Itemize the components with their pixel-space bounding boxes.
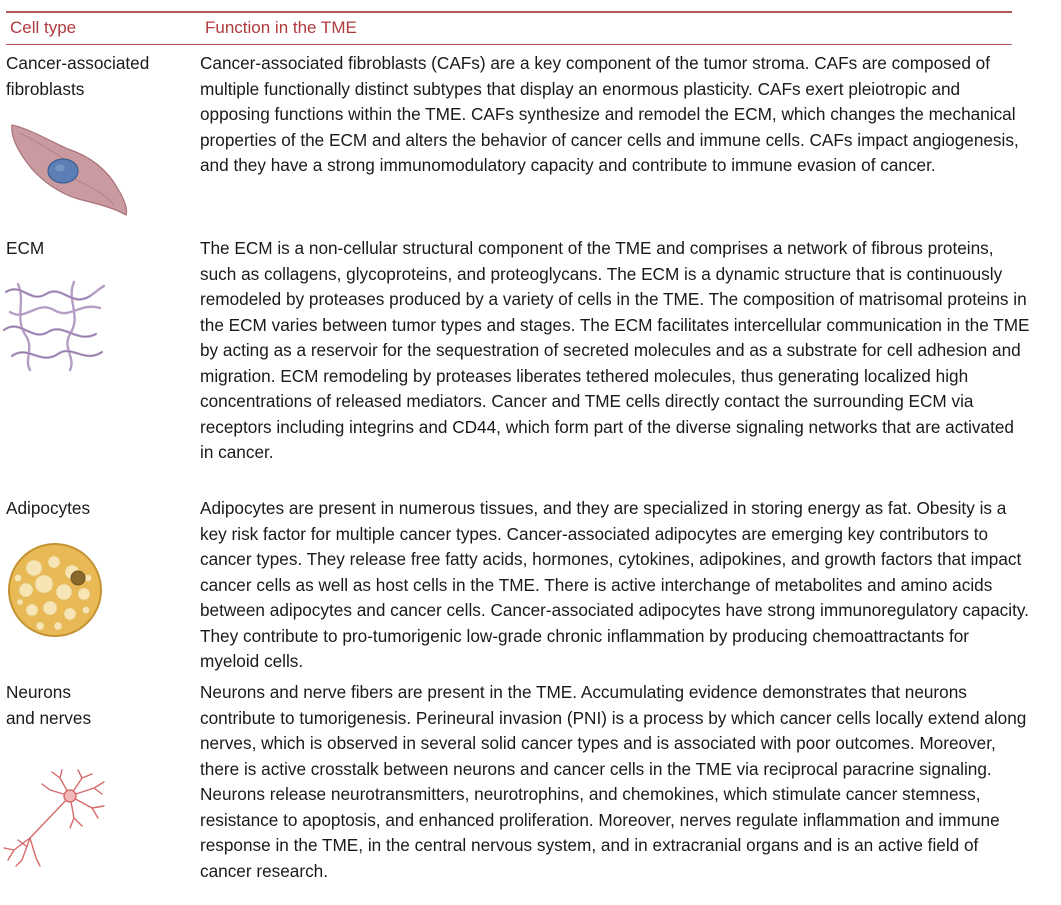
function-text: Cancer-associated fibroblasts (CAFs) are a key component of the tumor stroma. CAFs are composed of multiple functionally distinct subtypes that display an enormous plasticity. CAFs exert pleiotropic and opposing functions within the TME. CAFs synthesize and remodel the ECM, which changes the mechanical properties of the ECM and alters the behavior of cancer cells and immune cells. CAFs impact angiogenesis, and they have a strong immunomodulatory capacity and contribute to immune evasion of cancer.	[200, 53, 1019, 175]
column-header-cell-type: Cell type	[10, 18, 77, 37]
function-text: Neurons and nerve fibers are present in the TME. Accumulating evidence demonstrates that neurons contribute to tumorigenesis. Perineural invasion (PNI) is a process by which cancer cells locally extend along nerves, which is observed in several solid cancer types and is associated with poor outcomes. Moreover, there is active crosstalk between neurons and cancer cells in the TME via reciprocal paracrine signaling. Neurons release neurotransmitters, neurotrophins, and chemokines, which stimulate cancer stemness, resistance to apoptosis, and enhanced proliferation. Moreover, nerves regulate inflammation and immune response in the TME, in the central nervous system, and in extracranial organs and is an active field of cancer research.	[200, 682, 1027, 881]
column-header-function: Function in the TME	[205, 18, 357, 37]
cell-type-label: Cancer-associated fibroblasts	[6, 53, 150, 99]
neuron-icon	[0, 768, 110, 868]
cell-type-label: Neurons and nerves	[6, 682, 92, 728]
cell-type-label: Adipocytes	[6, 498, 91, 518]
ecm-fibers-icon	[0, 278, 110, 373]
table-header-rule	[6, 44, 1012, 45]
adipocyte-icon	[0, 538, 110, 638]
fibroblast-icon	[0, 119, 150, 219]
function-text: Adipocytes are present in numerous tissues, and they are specialized in storing energy as fat. Obesity is a key risk factor for multiple cancer types. Cancer-associated adipocytes are emerging key contributors to cancer types. They release free fatty acids, hormones, cytokines, adipokines, and growth factors that impact cancer cells as well as host cells in the TME. There is active interchange of metabolites and amino acids between adipocytes and cancer cells. Cancer-associated adipocytes have strong immunoregulatory capacity. They contribute to pro-tumorigenic low-grade chronic inflammation by producing chemoattractants for myeloid cells.	[200, 498, 1029, 671]
table-top-rule	[6, 11, 1012, 13]
function-text: The ECM is a non-cellular structural component of the TME and comprises a network of fibrous proteins, such as collagens, glycoproteins, and proteoglycans. The ECM is a dynamic structure that is continuously remodeled by proteases produced by a variety of cells in the TME. The composition of matrisomal proteins in the ECM varies between tumor types and stages. The ECM facilitates intercellular communication in the TME by acting as a reservoir for the sequestration of secreted molecules and as a substrate for cell adhesion and migration. ECM remodeling by proteases liberates tethered molecules, thus generating localized high concentrations of released mediators. Cancer and TME cells directly contact the surrounding ECM via receptors including integrins and CD44, which form part of the diverse signaling networks that are activated in cancer.	[200, 238, 1030, 462]
cell-type-label: ECM	[6, 238, 45, 258]
